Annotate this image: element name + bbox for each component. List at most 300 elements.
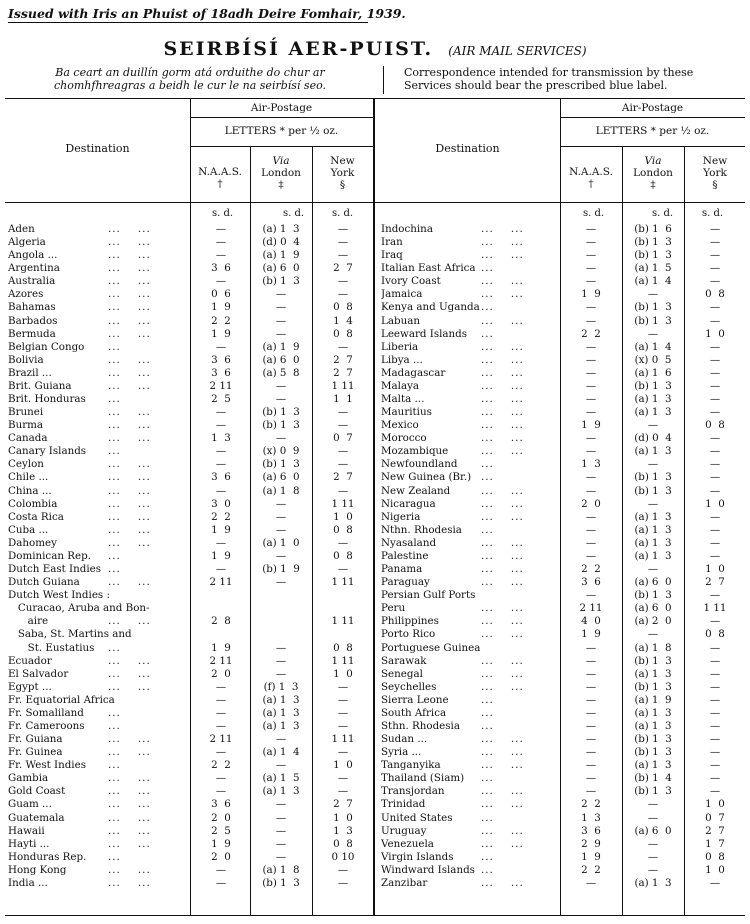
intro-english: Correspondence intended for transmission by these Services should bear the prescribed blue label. xyxy=(404,66,694,92)
new-york-rate: 0 10 xyxy=(331,850,355,863)
table-row xyxy=(8,785,373,798)
table-row xyxy=(381,642,745,655)
leader-dots: ... xyxy=(481,811,494,824)
rule xyxy=(560,146,745,147)
header-top-rule xyxy=(5,98,745,99)
table-row xyxy=(381,498,745,511)
table-row xyxy=(8,315,373,328)
naas-rate: — xyxy=(585,693,597,706)
leader-dots: ... ... xyxy=(481,837,524,850)
leader-dots: ... xyxy=(108,549,121,562)
leader-dots: ... ... xyxy=(481,798,524,811)
naas-rate: 1 3 xyxy=(581,811,601,824)
rule xyxy=(190,146,373,147)
new-york-rate: — xyxy=(709,275,721,288)
units-right-naas xyxy=(583,208,604,219)
leader-dots: ... ... xyxy=(481,249,524,262)
destination-cell: Windward Islands xyxy=(381,863,475,876)
destination-cell: Fr. Guinea xyxy=(8,746,63,759)
leader-dots: ... ... xyxy=(481,876,524,889)
destination-cell: Sudan ... xyxy=(381,733,428,746)
panel-divider xyxy=(373,98,375,915)
destination-cell: Indochina xyxy=(381,223,433,235)
london-rate: — xyxy=(275,798,287,811)
london-rate: (b) 1 3 xyxy=(634,301,672,314)
naas-rate: 2 2 xyxy=(211,510,231,523)
destination-cell: Guam ... xyxy=(8,798,52,811)
london-rate: (a) 1 4 xyxy=(262,746,300,759)
new-york-rate: — xyxy=(709,379,721,392)
naas-rate: 2 8 xyxy=(211,615,231,628)
destination-cell: Ceylon xyxy=(8,458,44,471)
naas-rate: — xyxy=(215,785,227,798)
naas-rate: — xyxy=(585,523,597,536)
table-row xyxy=(381,419,745,432)
leader-dots: ... ... xyxy=(108,314,151,327)
destination-cell: Dutch West Indies : xyxy=(8,589,110,602)
destination-header-right: Destination xyxy=(435,142,500,155)
new-york-rate: 0 8 xyxy=(705,628,725,641)
ny-mark: § xyxy=(712,179,718,191)
table-row xyxy=(381,432,745,445)
naas-rate: 1 3 xyxy=(211,432,231,445)
naas-rate: 3 0 xyxy=(211,497,231,510)
table-row xyxy=(8,812,373,825)
london-rate: — xyxy=(275,497,287,510)
destination-cell: Fr. Cameroons xyxy=(8,719,85,732)
destination-cell: Australia xyxy=(8,275,56,288)
destination-cell: Dutch Guiana xyxy=(8,576,80,589)
london-rate: — xyxy=(647,850,659,863)
naas-rate: 2 0 xyxy=(581,497,601,510)
naas-rate: — xyxy=(215,563,227,576)
london-rate: (b) 1 6 xyxy=(634,223,672,235)
new-york-rate: — xyxy=(337,772,349,785)
naas-rate: — xyxy=(585,406,597,419)
london-rate: — xyxy=(647,628,659,641)
new-york-header-right xyxy=(685,155,745,191)
naas-rate: — xyxy=(215,458,227,471)
destination-cell: Paraguay xyxy=(381,576,430,589)
destination-cell: Aden xyxy=(8,223,35,235)
table-row xyxy=(381,785,745,798)
shillings-unit: s. xyxy=(583,208,592,219)
london-rate: — xyxy=(647,419,659,432)
leader-dots: ... ... xyxy=(108,432,151,445)
london-rate: (a) 6 0 xyxy=(262,471,300,484)
header-bottom-rule xyxy=(5,202,745,203)
table-row xyxy=(381,537,745,550)
naas-label: N.A.A.S. xyxy=(198,166,242,178)
left-rate-list xyxy=(8,223,373,890)
london-rate: (a) 1 9 xyxy=(634,693,672,706)
new-york-rate: 0 8 xyxy=(333,327,353,340)
naas-header-left xyxy=(190,166,250,190)
naas-rate: — xyxy=(585,772,597,785)
table-row xyxy=(381,223,745,236)
leader-dots: ... ... xyxy=(481,680,524,693)
table-row xyxy=(381,851,745,864)
leader-dots: ... ... xyxy=(481,785,524,798)
new-york-rate: — xyxy=(709,432,721,445)
table-row xyxy=(8,615,373,628)
destination-cell: Trinidad xyxy=(381,798,426,811)
table-row xyxy=(381,838,745,851)
naas-rate: — xyxy=(585,641,597,654)
destination-cell: Brazil ... xyxy=(8,366,52,379)
naas-rate: — xyxy=(215,772,227,785)
new-york-rate: — xyxy=(709,706,721,719)
leader-dots: ... xyxy=(481,693,494,706)
new-york-rate: — xyxy=(709,654,721,667)
destination-cell: Morocco xyxy=(381,432,427,445)
pence-unit: d. xyxy=(223,208,234,219)
destination-cell: Hong Kong xyxy=(8,863,67,876)
leader-dots: ... ... xyxy=(108,772,151,785)
new-york-rate: — xyxy=(709,746,721,759)
naas-rate: — xyxy=(585,759,597,772)
naas-rate: 1 9 xyxy=(211,301,231,314)
table-row xyxy=(381,628,745,641)
new-york-rate: — xyxy=(709,772,721,785)
table-row xyxy=(381,328,745,341)
destination-cell: Cuba ... xyxy=(8,523,49,536)
new-york-rate: 2 7 xyxy=(705,576,725,589)
london-rate: (a) 1 3 xyxy=(634,706,672,719)
new-york-rate: — xyxy=(337,288,349,301)
table-row xyxy=(8,485,373,498)
destination-cell: Nyasaland xyxy=(381,536,437,549)
naas-rate: 2 2 xyxy=(211,314,231,327)
rule xyxy=(190,117,373,118)
table-row xyxy=(381,746,745,759)
london-rate: — xyxy=(647,458,659,471)
new-york-rate: — xyxy=(709,340,721,353)
new-york-rate: 1 0 xyxy=(705,798,725,811)
london-rate: (a) 1 3 xyxy=(262,719,300,732)
new-york-rate: — xyxy=(709,785,721,798)
leader-dots: ... xyxy=(481,863,494,876)
units-left-ny xyxy=(332,208,353,219)
destination-cell: Mozambique xyxy=(381,445,449,458)
naas-rate: — xyxy=(585,223,597,235)
naas-rate: — xyxy=(585,733,597,746)
new-york-rate: — xyxy=(709,549,721,562)
table-row xyxy=(8,772,373,785)
destination-cell: Seychelles xyxy=(381,680,437,693)
leader-dots: ... ... xyxy=(481,432,524,445)
destination-cell: Transjordan xyxy=(381,785,445,798)
destination-cell: Bahamas xyxy=(8,301,56,314)
title-irish: SEIRBÍSÍ AER-PUIST. xyxy=(163,38,434,60)
table-row xyxy=(8,668,373,681)
new-york-rate: 2 7 xyxy=(333,366,353,379)
naas-rate: — xyxy=(585,393,597,406)
destination-cell: Angola ... xyxy=(8,249,58,262)
leader-dots: ... ... xyxy=(108,236,151,249)
london-rate: — xyxy=(647,563,659,576)
leader-dots: ... xyxy=(108,445,121,458)
new-york-rate: — xyxy=(337,236,349,249)
naas-rate: — xyxy=(585,549,597,562)
naas-rate: — xyxy=(585,314,597,327)
intro-divider xyxy=(383,66,384,94)
destination-cell: Nicaragua xyxy=(381,497,436,510)
leader-dots: ... ... xyxy=(481,497,524,510)
naas-rate: — xyxy=(585,275,597,288)
table-row xyxy=(8,458,373,471)
leader-dots: ... ... xyxy=(108,523,151,536)
new-york-rate: — xyxy=(709,223,721,235)
leader-dots: ... xyxy=(108,706,121,719)
destination-cell: Brit. Honduras xyxy=(8,393,86,406)
new-york-rate: 1 0 xyxy=(333,510,353,523)
london-rate: (a) 1 3 xyxy=(634,523,672,536)
leader-dots: ... xyxy=(481,458,494,471)
london-rate: — xyxy=(647,327,659,340)
new-york-rate: — xyxy=(337,223,349,235)
table-row xyxy=(8,851,373,864)
table-row xyxy=(8,838,373,851)
london-rate: (b) 1 3 xyxy=(634,654,672,667)
destination-cell: Ecuador xyxy=(8,654,52,667)
london-rate: — xyxy=(275,759,287,772)
new-york-rate: 1 11 xyxy=(331,576,355,589)
london-rate: — xyxy=(275,314,287,327)
leader-dots: ... ... xyxy=(108,484,151,497)
destination-cell: Sierra Leone xyxy=(381,693,449,706)
new-york-rate: — xyxy=(337,863,349,876)
leader-dots: ... ... xyxy=(108,785,151,798)
new-york-rate: — xyxy=(337,706,349,719)
naas-rate: 1 9 xyxy=(581,288,601,301)
destination-cell: Ivory Coast xyxy=(381,275,441,288)
naas-label: N.A.A.S. xyxy=(569,166,613,178)
table-row xyxy=(381,341,745,354)
leader-dots: ... ... xyxy=(481,536,524,549)
london-rate: (a) 1 6 xyxy=(634,366,672,379)
naas-mark: † xyxy=(588,178,594,190)
shillings-unit: s. xyxy=(212,208,221,219)
london-rate: — xyxy=(275,850,287,863)
naas-rate: — xyxy=(215,236,227,249)
london-rate: (x) 0 9 xyxy=(262,445,300,458)
table-row xyxy=(381,681,745,694)
leader-dots: ... ... xyxy=(108,576,151,589)
table-row xyxy=(8,393,373,406)
leader-dots: ... ... xyxy=(481,746,524,759)
table-row xyxy=(381,655,745,668)
naas-rate: — xyxy=(585,536,597,549)
leader-dots: ... ... xyxy=(108,824,151,837)
table-row xyxy=(8,864,373,877)
leader-dots: ... ... xyxy=(481,314,524,327)
new-york-rate: 1 0 xyxy=(333,759,353,772)
new-york-rate: — xyxy=(337,419,349,432)
table-row xyxy=(381,615,745,628)
destination-cell: Canary Islands xyxy=(8,445,87,458)
leader-dots: ... xyxy=(481,772,494,785)
london-rate: — xyxy=(275,654,287,667)
leader-dots: ... ... xyxy=(481,759,524,772)
leader-dots: ... ... xyxy=(108,510,151,523)
table-row xyxy=(8,825,373,838)
leader-dots: ... ... xyxy=(481,628,524,641)
naas-rate: — xyxy=(585,667,597,680)
london-rate: (a) 1 3 xyxy=(634,719,672,732)
new-york-rate: — xyxy=(337,340,349,353)
table-row xyxy=(8,537,373,550)
table-row xyxy=(8,288,373,301)
new-york-rate: — xyxy=(709,759,721,772)
issued-underline xyxy=(8,22,368,23)
leader-dots: ... ... xyxy=(108,249,151,262)
via-london-header-right xyxy=(623,155,683,191)
london-rate: (a) 5 8 xyxy=(262,366,300,379)
new-york-rate: — xyxy=(709,458,721,471)
destination-cell: Gambia xyxy=(8,772,49,785)
leader-dots: ... ... xyxy=(481,445,524,458)
table-row xyxy=(8,524,373,537)
london-rate: — xyxy=(275,641,287,654)
london-rate: (a) 6 0 xyxy=(634,602,672,615)
leader-dots: ... ... xyxy=(481,223,524,235)
new-york-rate: — xyxy=(709,406,721,419)
destination-cell: Iraq xyxy=(381,249,403,262)
destination-cell: Egypt ... xyxy=(8,680,52,693)
naas-rate: — xyxy=(585,654,597,667)
london-rate: (a) 1 3 xyxy=(634,406,672,419)
new-york-rate: 1 0 xyxy=(705,327,725,340)
london-rate: (a) 1 3 xyxy=(634,536,672,549)
table-row xyxy=(381,877,745,890)
table-row xyxy=(381,563,745,576)
naas-rate: — xyxy=(585,785,597,798)
new-york-rate: — xyxy=(709,680,721,693)
shillings-unit: s. xyxy=(283,208,292,219)
london-rate: (a) 1 8 xyxy=(262,863,300,876)
destination-cell: Argentina xyxy=(8,262,60,275)
destination-cell: Thailand (Siam) xyxy=(381,772,465,785)
new-york-rate: — xyxy=(709,589,721,602)
new-york-rate: 1 7 xyxy=(705,837,725,850)
new-york-rate: 1 4 xyxy=(333,314,353,327)
table-row xyxy=(8,550,373,563)
leader-dots: ... xyxy=(481,850,494,863)
london-rate: (d) 0 4 xyxy=(262,236,300,249)
pence-unit: d. xyxy=(594,208,605,219)
new-york-rate: 1 0 xyxy=(333,667,353,680)
naas-rate: — xyxy=(585,471,597,484)
pence-unit: d. xyxy=(663,208,674,219)
naas-rate: — xyxy=(585,366,597,379)
london-rate: (a) 1 9 xyxy=(262,249,300,262)
table-row xyxy=(8,275,373,288)
letters-header-right: LETTERS * per ½ oz. xyxy=(595,125,710,137)
table-row xyxy=(8,642,373,655)
table-row xyxy=(8,759,373,772)
new-york-rate: 2 7 xyxy=(333,798,353,811)
naas-rate: — xyxy=(585,249,597,262)
naas-rate: — xyxy=(585,589,597,602)
new-york-rate: 1 1 xyxy=(333,393,353,406)
destination-cell: Fr. Guiana xyxy=(8,733,63,746)
shillings-unit: s. xyxy=(652,208,661,219)
naas-rate: — xyxy=(585,353,597,366)
new-york-rate: 0 7 xyxy=(333,432,353,445)
naas-rate: 1 9 xyxy=(581,850,601,863)
table-row xyxy=(381,445,745,458)
naas-rate: 2 11 xyxy=(209,654,233,667)
leader-dots: ... ... xyxy=(481,563,524,576)
leader-dots: ... ... xyxy=(481,510,524,523)
table-row xyxy=(8,498,373,511)
london-rate: — xyxy=(275,393,287,406)
pence-unit: d. xyxy=(343,208,354,219)
london-rate: (b) 1 3 xyxy=(634,589,672,602)
new-york-rate: 2 7 xyxy=(333,471,353,484)
destination-cell: Jamaica xyxy=(381,288,423,301)
table-row xyxy=(8,563,373,576)
leader-dots: ... ... xyxy=(481,733,524,746)
units-right-ny xyxy=(702,208,723,219)
leader-dots: ... ... xyxy=(481,340,524,353)
london-rate: — xyxy=(275,432,287,445)
leader-dots: ... xyxy=(108,393,121,406)
destination-cell: Honduras Rep. xyxy=(8,850,87,863)
leader-dots: ... ... xyxy=(108,379,151,392)
table-row xyxy=(381,694,745,707)
destination-cell: Senegal xyxy=(381,667,423,680)
london-rate: (a) 6 0 xyxy=(634,824,672,837)
destination-cell: Sthn. Rhodesia xyxy=(381,719,460,732)
new-york-rate: 1 11 xyxy=(331,654,355,667)
leader-dots: ... ... xyxy=(481,602,524,615)
leader-dots: ... xyxy=(481,301,494,314)
naas-rate: 2 11 xyxy=(209,576,233,589)
london-rate: (b) 1 3 xyxy=(634,471,672,484)
destination-cell: Brunei xyxy=(8,406,44,419)
leader-dots: ... xyxy=(108,719,121,732)
new-york-rate: — xyxy=(337,249,349,262)
leader-dots: ... ... xyxy=(481,393,524,406)
new-york-rate: — xyxy=(709,615,721,628)
table-row xyxy=(8,367,373,380)
new-york-rate: — xyxy=(709,693,721,706)
naas-rate: 1 9 xyxy=(581,419,601,432)
london-rate: (a) 1 3 xyxy=(634,667,672,680)
air-postage-header-right: Air-Postage xyxy=(621,102,684,114)
new-york-rate: — xyxy=(709,484,721,497)
table-row xyxy=(381,354,745,367)
london-rate: (a) 1 9 xyxy=(262,340,300,353)
new-york-rate: — xyxy=(709,366,721,379)
table-row xyxy=(381,668,745,681)
new-york-rate: — xyxy=(709,314,721,327)
naas-rate: 2 11 xyxy=(579,602,603,615)
naas-rate: — xyxy=(215,863,227,876)
new-york-rate: 1 3 xyxy=(333,824,353,837)
naas-rate: 2 2 xyxy=(211,759,231,772)
new-york-rate: — xyxy=(337,406,349,419)
destination-cell: Fr. West Indies xyxy=(8,759,86,772)
destination-cell: Costa Rica xyxy=(8,510,64,523)
new-york-rate: — xyxy=(709,510,721,523)
naas-rate: 2 9 xyxy=(581,837,601,850)
leader-dots: ... ... xyxy=(108,288,151,301)
leader-dots: ... ... xyxy=(108,876,151,889)
leader-dots: ... xyxy=(108,340,121,353)
